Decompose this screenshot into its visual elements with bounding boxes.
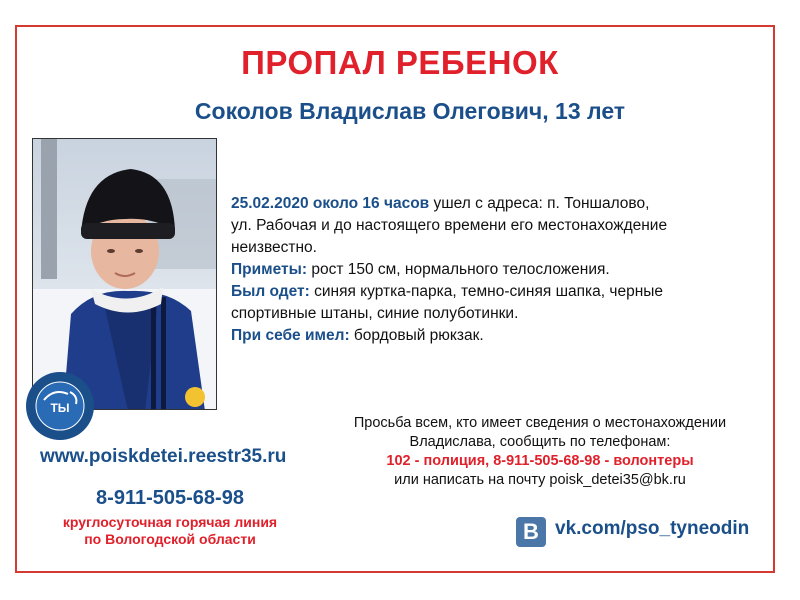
vk-icon: В	[516, 517, 546, 547]
person-name: Соколов Владислав Олегович, 13 лет	[194, 98, 626, 124]
headline: ПРОПАЛ РЕБЕНОК	[241, 44, 559, 81]
belongings-text: бордовый рюкзак.	[349, 327, 484, 344]
clothing-label: Был одет:	[231, 283, 310, 300]
svg-text:ТЫ: ТЫ	[50, 401, 70, 415]
desc-line-3: неизвестно.	[231, 239, 317, 256]
hotline-caption	[30, 514, 310, 548]
desc-line-1: ушел с адреса: п. Тоншалово,	[429, 195, 650, 212]
features-label: Приметы:	[231, 261, 308, 278]
appeal-line-1: Просьба всем, кто имеет сведения о местонахождении	[353, 415, 727, 431]
belongings-label: При себе имел:	[231, 327, 350, 344]
date-label: 25.02.2020 около 16 часов	[231, 195, 430, 212]
desc-line-2: ул. Рабочая и до настоящего времени его местонахождение	[231, 217, 668, 234]
features-text: рост 150 см, нормального телосложения.	[307, 261, 610, 278]
hotline-line-1: круглосуточная горячая линия	[62, 514, 278, 530]
hotline-line-2: по Вологодской области	[84, 531, 256, 547]
volunteer-logo	[24, 370, 96, 442]
appeal-phones: 102 - полиция, 8-911-505-68-98 - волонтеры	[386, 453, 694, 469]
description	[231, 193, 751, 347]
appeal	[320, 414, 760, 490]
appeal-line-2: Владислава, сообщить по телефонам:	[409, 434, 671, 450]
appeal-email: или написать на почту poisk_detei35@bk.ru	[394, 472, 686, 488]
clothing-text-2: спортивные штаны, синие полуботинки.	[231, 305, 519, 322]
clothing-text-1: синяя куртка-парка, темно-синяя шапка, черные	[309, 283, 664, 300]
website-link[interactable]: www.poiskdetei.reestr35.ru	[40, 446, 287, 467]
vk-link[interactable]: vk.com/pso_tyneodin	[555, 518, 750, 539]
hotline-phone[interactable]: 8-911-505-68-98	[96, 487, 244, 509]
